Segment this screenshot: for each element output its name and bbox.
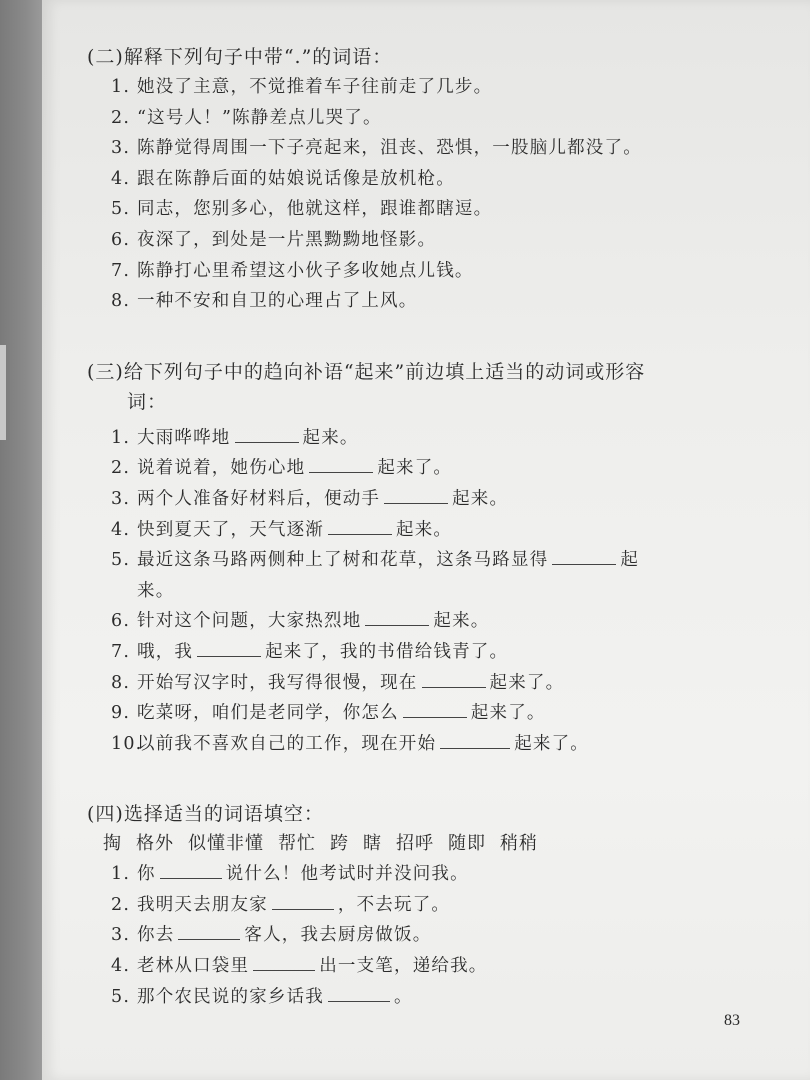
fill-blank[interactable] [178, 921, 240, 940]
list-item [87, 920, 777, 951]
item-text: 以前我不喜欢自己的工作，现在开始 [137, 733, 437, 754]
word-option: 似懂非懂 [188, 833, 264, 855]
book-left-edge [0, 0, 42, 1080]
list-item [87, 225, 777, 256]
fill-blank[interactable] [440, 730, 510, 749]
item-number: 6. [111, 229, 131, 250]
item-text: 起来。 [302, 427, 359, 448]
item-text: 起来。 [396, 519, 453, 540]
item-text: 我明天去朋友家 [137, 894, 268, 915]
fill-blank[interactable] [253, 952, 315, 971]
item-text: 你去 [137, 925, 175, 946]
item-text: 起来了。 [489, 672, 565, 693]
list-item [87, 103, 777, 134]
item-text: 开始写汉字时，我写得很慢，现在 [137, 672, 418, 693]
item-number: 9. [111, 703, 131, 724]
page-number: 83 [724, 1012, 740, 1029]
item-number: 10. [111, 733, 143, 754]
item-number: 3. [111, 488, 131, 509]
word-bank [87, 829, 777, 859]
fill-blank[interactable] [160, 860, 222, 879]
list-item [87, 859, 777, 890]
item-text: 起来了。 [470, 703, 546, 724]
word-option: 帮忙 [278, 833, 316, 855]
item-text: 一种不安和自卫的心理占了上风。 [137, 291, 418, 312]
item-number: 8. [111, 672, 131, 693]
item-text: 起 [620, 550, 640, 571]
item-text: 她没了主意，不觉推着车子往前走了几步。 [137, 77, 493, 97]
list-item [87, 982, 777, 1013]
item-number: 3. [111, 138, 131, 159]
list-item [87, 286, 777, 317]
section-3-title: (三)给下列句子中的趋向补语“起来”前边填上适当的动词或形容 [87, 360, 646, 383]
list-item-continuation: 来。 [137, 580, 175, 601]
item-number: 4. [111, 956, 131, 977]
list-item [87, 72, 777, 103]
item-text: 夜深了，到处是一片黑黝黝地怪影。 [137, 229, 437, 250]
list-item [87, 890, 777, 921]
item-text: 你 [137, 864, 156, 885]
item-number: 4. [111, 519, 131, 540]
item-text: 起来了。 [514, 733, 590, 754]
item-text: 吃菜呀，咱们是老同学，你怎么 [137, 703, 399, 724]
section-2-title: (二)解释下列句子中带“.”的词语： [87, 46, 393, 68]
item-number: 2. [111, 458, 131, 479]
fill-blank[interactable] [552, 546, 616, 565]
item-number: 5. [111, 986, 131, 1007]
item-text: 老林从口袋里 [137, 956, 250, 977]
item-number: 7. [111, 641, 131, 662]
textbook-page [42, 0, 810, 1080]
item-text: 最近这条马路两侧种上了树和花草，这条马路显得 [137, 550, 549, 571]
item-number: 6. [111, 611, 131, 632]
section-4-list [87, 859, 777, 1012]
item-text: 快到夏天了，天气逐渐 [137, 519, 324, 540]
item-text: ，不去玩了。 [337, 894, 451, 915]
fill-blank[interactable] [328, 983, 390, 1002]
item-text: 大雨哗哗地 [137, 427, 231, 448]
word-option: 跨 [330, 833, 349, 855]
list-item [87, 423, 777, 454]
item-text: 起来了，我的书借给钱青了。 [265, 641, 509, 662]
item-number: 2. [111, 107, 131, 128]
page-content [87, 42, 777, 1012]
item-text: 针对这个问题，大家热烈地 [137, 611, 362, 632]
item-text: 。 [394, 986, 413, 1007]
word-option: 掏 [103, 833, 122, 855]
word-option: 格外 [136, 833, 174, 855]
fill-blank[interactable] [235, 424, 299, 443]
item-text: 两个人准备好材料后，便动手 [137, 488, 381, 509]
item-text: “这号人！”陈静差点儿哭了。 [137, 107, 382, 128]
item-text: 客人，我去厨房做饭。 [244, 925, 432, 946]
fill-blank[interactable] [422, 669, 486, 688]
item-text: 跟在陈静后面的姑娘说话像是放机枪。 [137, 168, 455, 189]
item-number: 2. [111, 894, 131, 915]
item-number: 5. [111, 550, 131, 571]
item-text: 陈静打心里希望这小伙子多收她点儿钱。 [137, 260, 474, 281]
item-text: 起来。 [452, 488, 509, 509]
fill-blank[interactable] [309, 454, 373, 473]
section-2-list [87, 72, 777, 317]
list-item [87, 194, 777, 225]
fill-blank[interactable] [197, 638, 261, 657]
list-item [87, 951, 777, 982]
item-number: 1. [111, 427, 131, 448]
item-text: 起来了。 [377, 458, 453, 479]
item-number: 1. [111, 864, 131, 885]
item-number: 8. [111, 291, 131, 312]
fill-blank[interactable] [384, 485, 448, 504]
list-item [87, 484, 777, 515]
item-text: 说什么！他考试时并没问我。 [225, 864, 469, 885]
section-3-list [87, 423, 777, 760]
word-option: 招呼 [396, 833, 434, 855]
item-number: 3. [111, 925, 131, 946]
section-4-title: (四)选择适当的词语填空： [87, 803, 324, 826]
item-text: 说着说着，她伤心地 [137, 458, 306, 479]
list-item [87, 606, 777, 637]
item-text: 哦，我 [137, 641, 194, 662]
list-item [87, 668, 777, 699]
section-3-title-cont: 词： [127, 390, 168, 413]
list-item [87, 164, 777, 195]
list-item [87, 698, 777, 729]
item-number: 1. [111, 77, 131, 97]
fill-blank[interactable] [365, 607, 429, 626]
item-number: 5. [111, 199, 131, 220]
item-text: 同志，您别多心，他就这样，跟谁都瞎逗。 [137, 199, 493, 220]
item-text: 陈静觉得周围一下子亮起来，沮丧、恐惧，一股脑儿都没了。 [137, 138, 642, 159]
word-option: 随即 [448, 833, 486, 855]
list-item [87, 133, 777, 164]
word-option: 稍稍 [500, 833, 538, 855]
list-item [87, 256, 777, 287]
fill-blank[interactable] [328, 516, 392, 535]
item-text: 出一支笔，递给我。 [319, 956, 488, 977]
fill-blank[interactable] [403, 699, 467, 718]
list-item [87, 729, 777, 760]
list-item [87, 453, 777, 484]
word-option: 瞎 [363, 833, 382, 855]
list-item [87, 515, 777, 546]
list-item [87, 545, 777, 576]
fill-blank[interactable] [272, 891, 334, 910]
paper-edge [0, 345, 6, 440]
item-number: 4. [111, 168, 131, 189]
item-text: 起来。 [433, 611, 490, 632]
item-number: 7. [111, 260, 131, 281]
item-text: 那个农民说的家乡话我 [137, 986, 324, 1007]
list-item [87, 637, 777, 668]
